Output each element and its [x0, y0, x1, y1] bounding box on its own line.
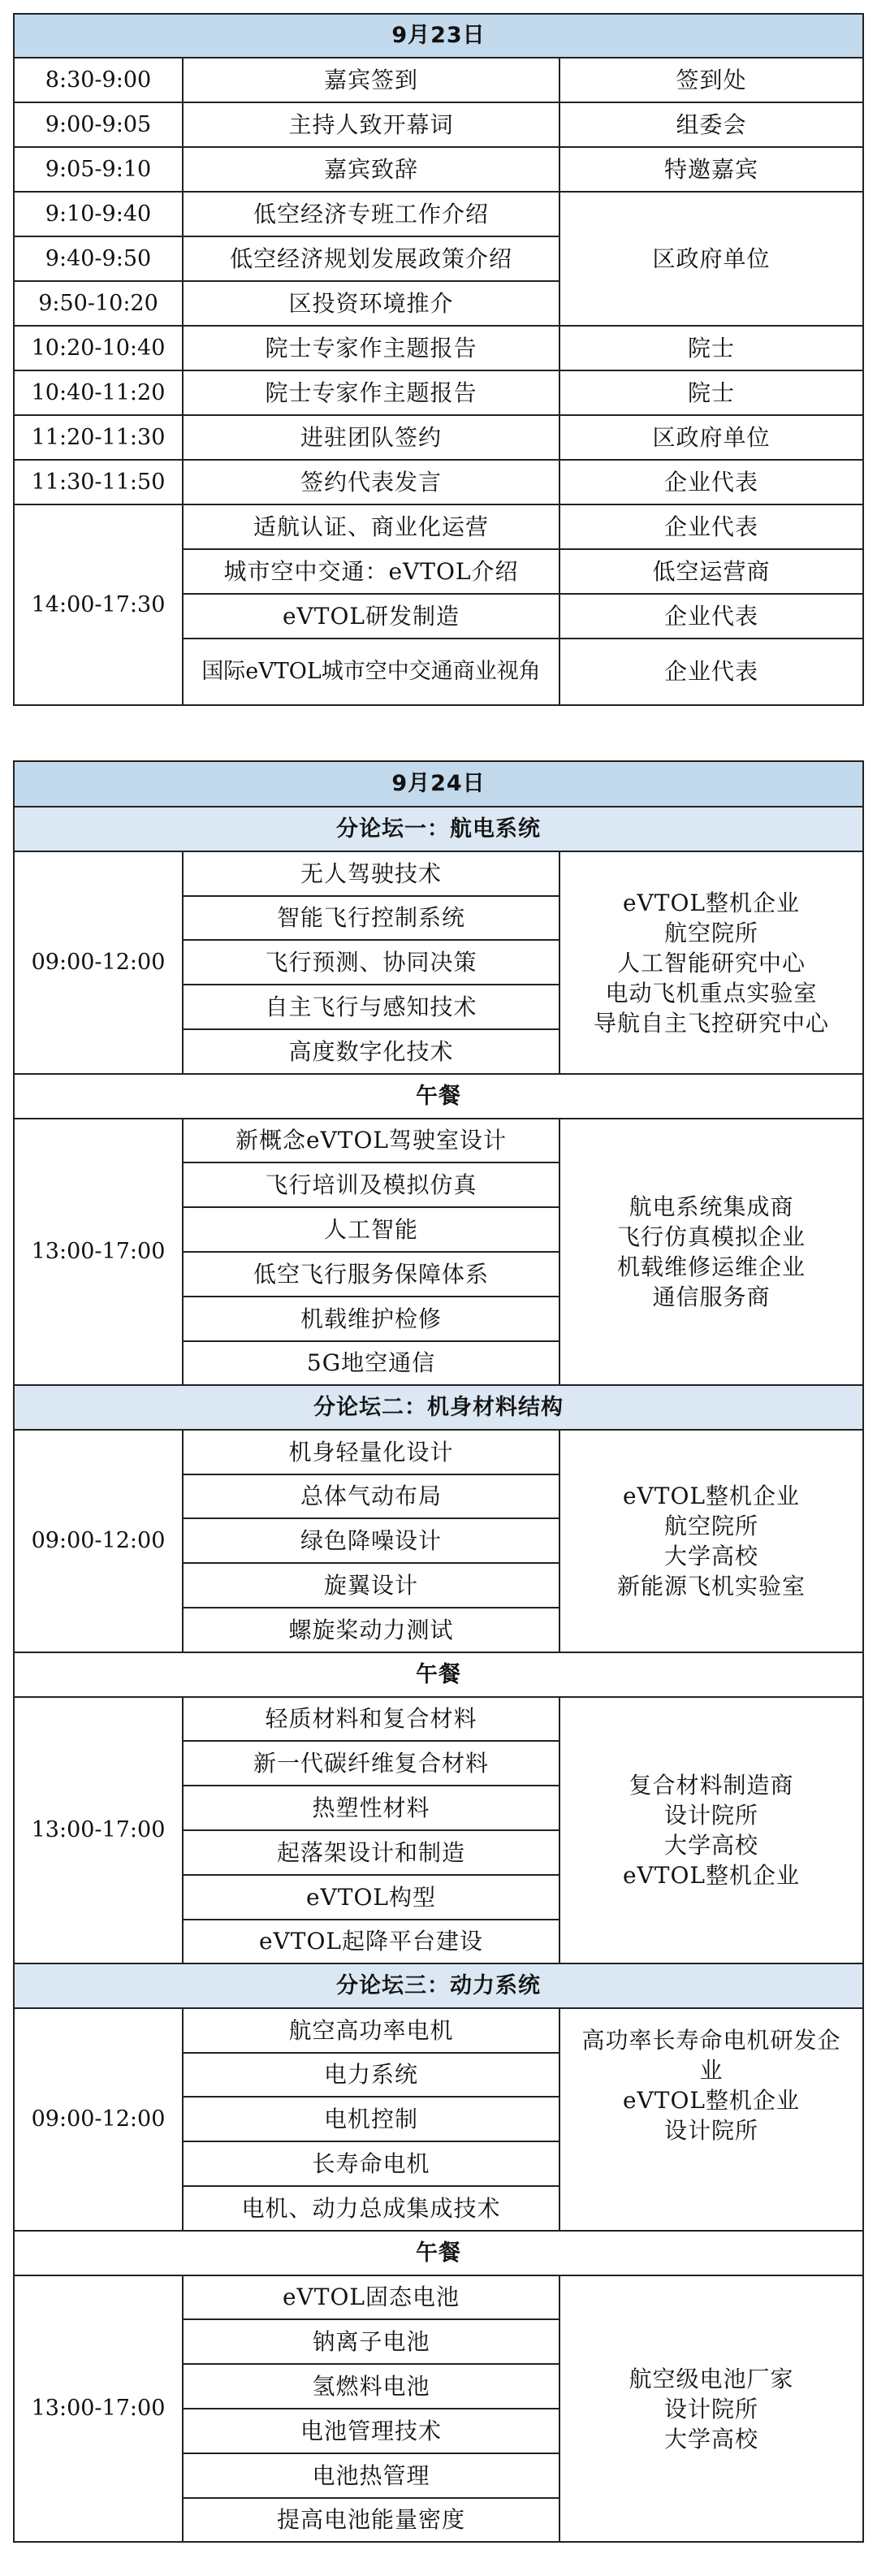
presenter-cell: 院士	[559, 326, 863, 370]
presenter-line: 航空级电池厂家	[629, 2365, 794, 2392]
time-cell: 09:00-12:00	[14, 851, 183, 1074]
presenter-cell: 区政府单位	[559, 415, 863, 460]
presenter-cell	[559, 2275, 863, 2542]
presenter-line: 航电系统集成商	[629, 1193, 794, 1220]
topic-cell: 签约代表发言	[183, 460, 559, 504]
topic-cell: 区投资环境推介	[183, 281, 559, 326]
presenter-cell: 区政府单位	[559, 192, 863, 326]
topic-cell: 无人驾驶技术	[183, 851, 559, 896]
presenter-cell	[559, 851, 863, 1074]
date-header: 9月24日	[14, 761, 863, 807]
presenter-line: 新能源飞机实验室	[616, 1573, 806, 1600]
time-cell: 09:00-12:00	[14, 1430, 183, 1652]
topic-cell: 起落架设计和制造	[183, 1830, 559, 1875]
topic-cell: eVTOL构型	[183, 1875, 559, 1920]
topic-cell: 钠离子电池	[183, 2319, 559, 2364]
topic-cell: 自主飞行与感知技术	[183, 985, 559, 1029]
presenter-line: 导航自主飞控研究中心	[593, 1009, 829, 1037]
presenter-cell: 企业代表	[559, 504, 863, 549]
topic-cell: 机身轻量化设计	[183, 1430, 559, 1474]
time-cell: 10:40-11:20	[14, 370, 183, 415]
time-cell: 13:00-17:00	[14, 2275, 183, 2542]
topic-cell: 长寿命电机	[183, 2141, 559, 2186]
time-cell: 10:20-10:40	[14, 326, 183, 370]
schedule-table-day1	[13, 13, 864, 706]
topic-cell: 氢燃料电池	[183, 2364, 559, 2409]
presenter-line: eVTOL整机企业	[622, 2087, 801, 2114]
topic-cell: 绿色降噪设计	[183, 1518, 559, 1563]
presenter-line: 大学高校	[663, 1832, 758, 1859]
presenter-cell	[559, 1119, 863, 1385]
presenter-line: 设计院所	[663, 1802, 758, 1829]
time-cell: 13:00-17:00	[14, 1119, 183, 1385]
presenter-line: 人工智能研究中心	[616, 949, 806, 976]
forum-title: 分论坛三：动力系统	[14, 1963, 863, 2008]
topic-cell: 电力系统	[183, 2053, 559, 2097]
topic-cell: 飞行培训及模拟仿真	[183, 1162, 559, 1207]
topic-cell: eVTOL研发制造	[183, 594, 559, 639]
presenter-line: 机载维修运维企业	[616, 1253, 806, 1280]
time-cell: 9:05-9:10	[14, 147, 183, 192]
presenter-cell	[559, 2008, 863, 2231]
presenter-line: 高功率长寿命电机研发企	[581, 2027, 841, 2054]
topic-cell: 旋翼设计	[183, 1563, 559, 1608]
topic-cell: 院士专家作主题报告	[183, 370, 559, 415]
date-header: 9月23日	[14, 14, 863, 58]
time-cell: 11:20-11:30	[14, 415, 183, 460]
time-cell: 9:10-9:40	[14, 192, 183, 236]
presenter-line: 电动飞机重点实验室	[605, 979, 818, 1007]
presenter-line: 大学高校	[663, 2425, 758, 2453]
topic-cell: 新概念eVTOL驾驶室设计	[183, 1119, 559, 1162]
topic-cell: 提高电池能量密度	[183, 2498, 559, 2542]
time-cell: 9:50-10:20	[14, 281, 183, 326]
topic-cell: 嘉宾签到	[183, 58, 559, 102]
lunch-break: 午餐	[14, 2231, 863, 2275]
presenter-cell	[559, 1430, 863, 1652]
time-cell: 9:40-9:50	[14, 236, 183, 281]
presenter-line: 复合材料制造商	[629, 1772, 794, 1799]
presenter-cell: 企业代表	[559, 460, 863, 504]
presenter-line: 业	[699, 2057, 724, 2084]
forum-title: 分论坛二：机身材料结构	[14, 1385, 863, 1430]
topic-cell: 螺旋桨动力测试	[183, 1608, 559, 1652]
topic-cell: eVTOL固态电池	[183, 2275, 559, 2319]
presenter-line: 大学高校	[663, 1543, 758, 1569]
time-cell: 9:00-9:05	[14, 102, 183, 147]
topic-cell: eVTOL起降平台建设	[183, 1920, 559, 1963]
presenter-line: eVTOL整机企业	[622, 889, 801, 916]
presenter-cell: 特邀嘉宾	[559, 147, 863, 192]
presenter-cell: 院士	[559, 370, 863, 415]
topic-cell: 机载维护检修	[183, 1297, 559, 1341]
presenter-line: 航空院所	[663, 1513, 758, 1539]
presenter-cell	[559, 1697, 863, 1963]
topic-cell: 热塑性材料	[183, 1786, 559, 1830]
topic-cell: 5G地空通信	[183, 1341, 559, 1385]
topic-cell: 院士专家作主题报告	[183, 326, 559, 370]
time-cell: 11:30-11:50	[14, 460, 183, 504]
presenter-line: eVTOL整机企业	[622, 1483, 801, 1509]
topic-cell: 低空经济专班工作介绍	[183, 192, 559, 236]
topic-cell: 总体气动布局	[183, 1474, 559, 1518]
presenter-line: 设计院所	[663, 2395, 758, 2422]
time-cell: 13:00-17:00	[14, 1697, 183, 1963]
topic-cell: 电机、动力总成集成技术	[183, 2186, 559, 2231]
presenter-cell: 签到处	[559, 58, 863, 102]
lunch-break: 午餐	[14, 1074, 863, 1119]
topic-cell: 适航认证、商业化运营	[183, 504, 559, 549]
presenter-cell: 企业代表	[559, 594, 863, 639]
presenter-line: 航空院所	[663, 919, 758, 946]
lunch-break: 午餐	[14, 1652, 863, 1697]
topic-cell: 航空高功率电机	[183, 2008, 559, 2053]
presenter-cell: 低空运营商	[559, 549, 863, 594]
time-cell: 09:00-12:00	[14, 2008, 183, 2231]
topic-cell: 电池热管理	[183, 2453, 559, 2498]
presenter-line: 通信服务商	[652, 1284, 771, 1310]
topic-cell: 轻质材料和复合材料	[183, 1697, 559, 1741]
topic-cell: 国际eVTOL城市空中交通商业视角	[183, 639, 559, 705]
topic-cell: 高度数字化技术	[183, 1029, 559, 1074]
presenter-line: eVTOL整机企业	[622, 1862, 801, 1889]
time-cell: 14:00-17:30	[14, 504, 183, 705]
topic-cell: 电机控制	[183, 2097, 559, 2141]
topic-cell: 进驻团队签约	[183, 415, 559, 460]
topic-cell: 飞行预测、协同决策	[183, 940, 559, 985]
topic-cell: 城市空中交通：eVTOL介绍	[183, 549, 559, 594]
presenter-cell: 组委会	[559, 102, 863, 147]
topic-cell: 主持人致开幕词	[183, 102, 559, 147]
topic-cell: 低空飞行服务保障体系	[183, 1252, 559, 1297]
presenter-cell: 企业代表	[559, 639, 863, 705]
topic-cell: 电池管理技术	[183, 2409, 559, 2453]
topic-cell: 智能飞行控制系统	[183, 896, 559, 940]
presenter-line: 飞行仿真模拟企业	[616, 1223, 806, 1250]
topic-cell: 低空经济规划发展政策介绍	[183, 236, 559, 281]
topic-cell: 人工智能	[183, 1207, 559, 1252]
time-cell: 8:30-9:00	[14, 58, 183, 102]
forum-title: 分论坛一：航电系统	[14, 807, 863, 851]
topic-cell: 嘉宾致辞	[183, 147, 559, 192]
topic-cell: 新一代碳纤维复合材料	[183, 1741, 559, 1786]
presenter-line: 设计院所	[663, 2117, 758, 2144]
schedule-table-day2	[13, 760, 864, 2543]
